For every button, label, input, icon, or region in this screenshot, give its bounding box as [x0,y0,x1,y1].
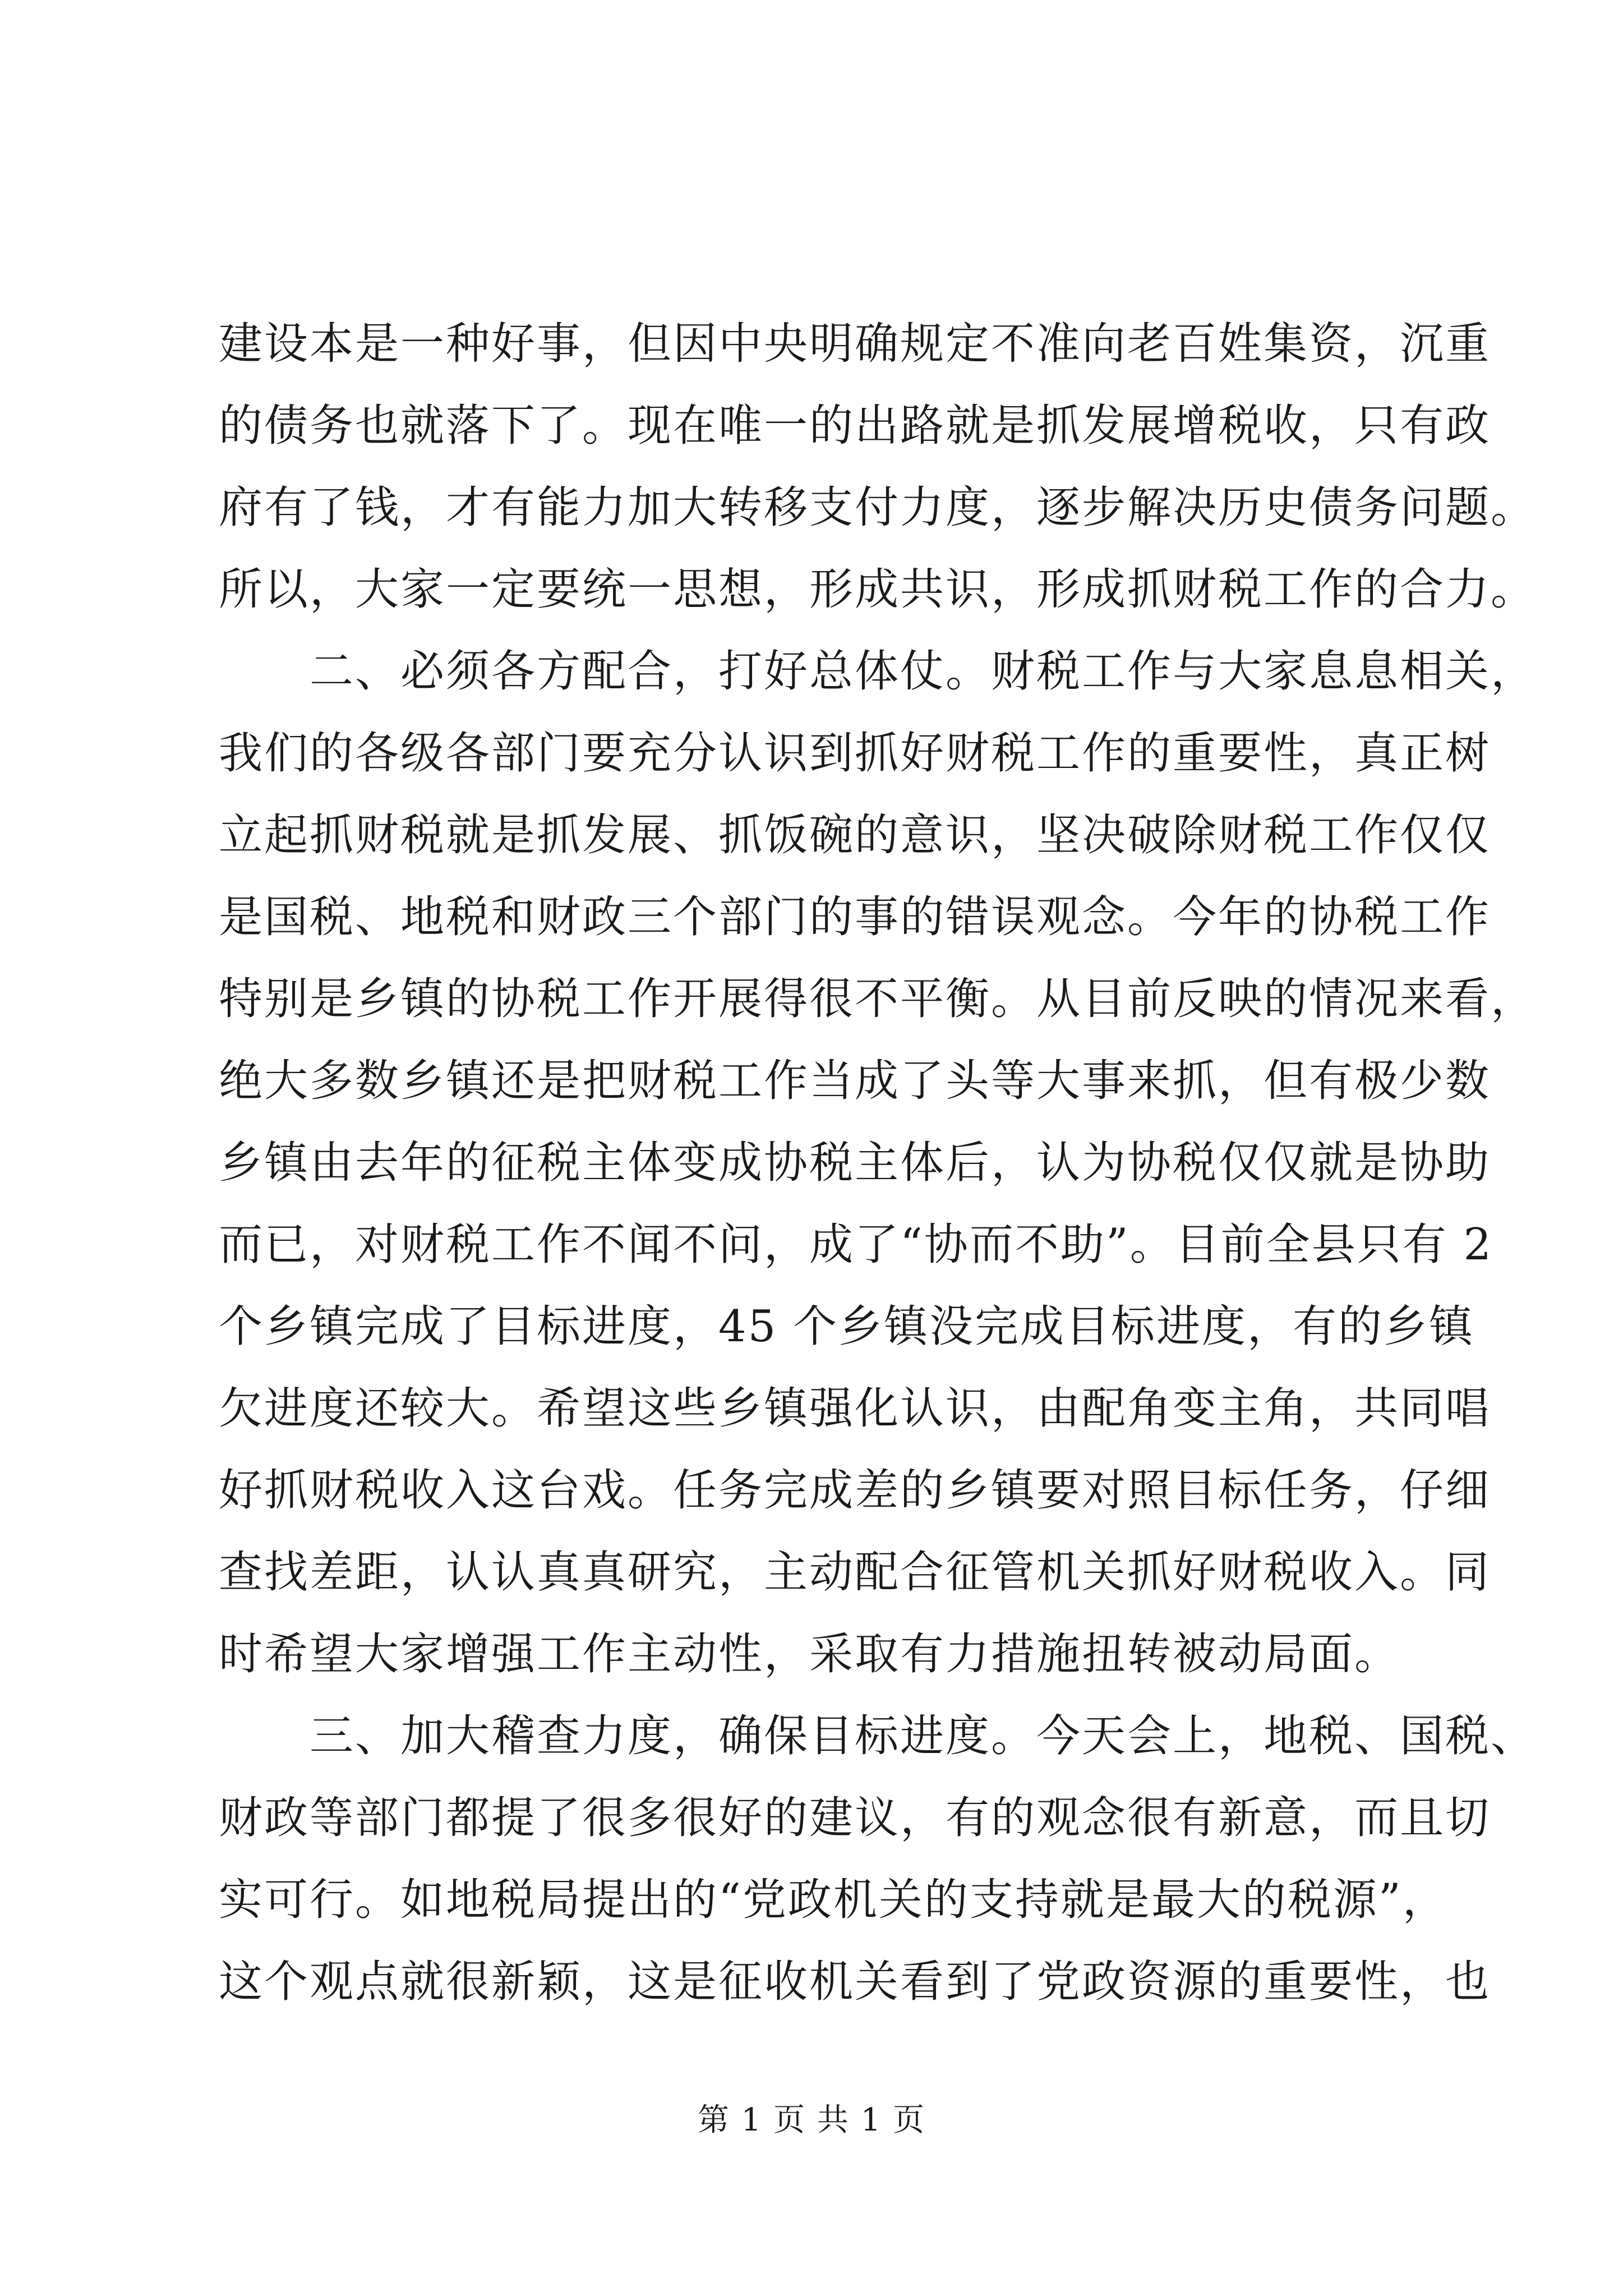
text-line: 个乡镇完成了目标进度，45 个乡镇没完成目标进度，有的乡镇 [219,1301,1475,1352]
text-line: 好抓财税收入这台戏。任务完成差的乡镇要对照目标任务，仔细 [219,1465,1491,1516]
text-line: 而已，对财税工作不闻不问，成了“协而不助”。目前全县只有 2 [219,1220,1493,1270]
text-line: 查找差距，认认真真研究，主动配合征管机关抓好财税收入。同 [219,1547,1491,1598]
paragraph-start-line: 二、必须各方配合，打好总体仗。财税工作与大家息息相关， [219,646,1537,697]
document-body [219,303,1537,2023]
text-line: 欠进度还较大。希望这些乡镇强化认识，由配角变主角，共同唱 [219,1383,1491,1434]
text-line: 建设本是一种好事，但因中央明确规定不准向老百姓集资，沉重 [219,319,1491,369]
text-line: 府有了钱，才有能力加大转移支付力度，逐步解决历史债务问题。 [219,482,1537,533]
text-line: 特别是乡镇的协税工作开展得很不平衡。从目前反映的情况来看， [219,974,1537,1024]
text-line: 乡镇由去年的征税主体变成协税主体后，认为协税仅仅就是协助 [219,1138,1491,1188]
paragraph-start-line: 三、加大稽查力度，确保目标进度。今天会上，地税、国税、 [219,1711,1537,1761]
text-line: 实可行。如地税局提出的“党政机关的支持就是最大的税源”， [219,1875,1448,1925]
text-line: 所以，大家一定要统一思想，形成共识，形成抓财税工作的合力。 [219,564,1537,615]
text-line: 的债务也就落下了。现在唯一的出路就是抓发展增税收，只有政 [219,401,1491,451]
text-line: 我们的各级各部门要充分认识到抓好财税工作的重要性，真正树 [219,728,1491,779]
text-line: 绝大多数乡镇还是把财税工作当成了头等大事来抓，但有极少数 [219,1056,1491,1106]
text-line: 这个观点就很新颖，这是征收机关看到了党政资源的重要性，也 [219,1957,1491,2007]
text-line: 时希望大家增强工作主动性，采取有力措施扭转被动局面。 [219,1629,1400,1680]
text-line: 立起抓财税就是抓发展、抓饭碗的意识，坚决破除财税工作仅仅 [219,810,1491,861]
text-line: 财政等部门都提了很多很好的建议，有的观念很有新意，而且切 [219,1793,1491,1843]
text-line: 是国税、地税和财政三个部门的事的错误观念。今年的协税工作 [219,892,1491,942]
page-footer: 第 1 页 共 1 页 [697,2102,926,2138]
